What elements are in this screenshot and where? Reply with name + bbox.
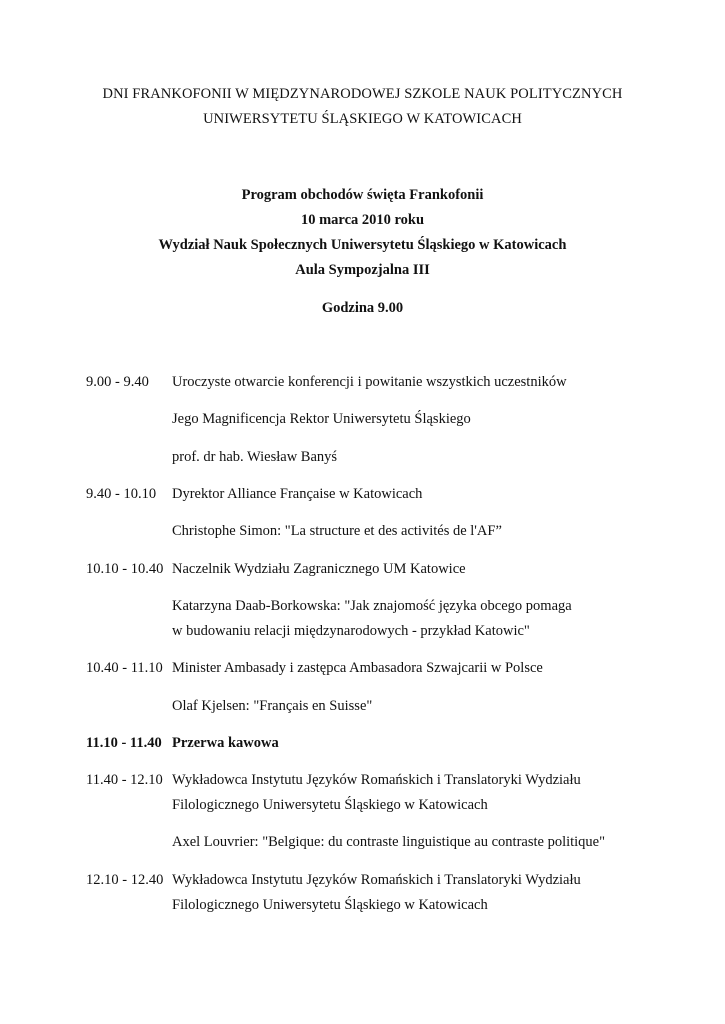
schedule-line: Wykładowca Instytutu Języków Romańskich i Translatoryki Wydziału bbox=[172, 872, 581, 888]
schedule-time: 10.10 - 10.40 bbox=[86, 561, 164, 577]
schedule-line: Wykładowca Instytutu Języków Romańskich i Translatoryki Wydziału bbox=[172, 772, 581, 788]
schedule-line: Uroczyste otwarcie konferencji i powitanie wszystkich uczestników bbox=[172, 374, 567, 390]
schedule-time: 9.40 - 10.10 bbox=[86, 486, 157, 502]
schedule-line: Olaf Kjelsen: "Français en Suisse" bbox=[172, 698, 373, 714]
schedule-line: Christophe Simon: "La structure et des activités de l'AF” bbox=[172, 523, 502, 539]
program-faculty: Wydział Nauk Społecznych Uniwersytetu Śląskiego w Katowicach bbox=[158, 237, 567, 253]
schedule-line: Jego Magnificencja Rektor Uniwersytetu Śląskiego bbox=[172, 411, 471, 427]
schedule-time: 9.00 - 9.40 bbox=[86, 374, 149, 390]
schedule-line: Naczelnik Wydziału Zagranicznego UM Katowice bbox=[172, 561, 466, 577]
schedule-line: Minister Ambasady i zastępca Ambasadora Szwajcarii w Polsce bbox=[172, 660, 543, 676]
header-line-2: UNIWERSYTETU ŚLĄSKIEGO W KATOWICACH bbox=[203, 111, 522, 127]
program-room: Aula Sympozjalna III bbox=[295, 262, 430, 278]
schedule-time: 12.10 - 12.40 bbox=[86, 872, 164, 888]
schedule-line: Przerwa kawowa bbox=[172, 735, 279, 751]
schedule-time: 11.10 - 11.40 bbox=[86, 735, 162, 751]
schedule-line: Filologicznego Uniwersytetu Śląskiego w Katowicach bbox=[172, 797, 488, 813]
header-line-1: DNI FRANKOFONII W MIĘDZYNARODOWEJ SZKOLE NAUK POLITYCZNYCH bbox=[102, 86, 623, 102]
schedule-line: w budowaniu relacji międzynarodowych - przykład Katowic" bbox=[172, 623, 530, 639]
schedule-line: Axel Louvrier: "Belgique: du contraste linguistique au contraste politique" bbox=[172, 834, 606, 850]
schedule-line: Katarzyna Daab-Borkowska: "Jak znajomość języka obcego pomaga bbox=[172, 598, 572, 614]
schedule-line: Filologicznego Uniwersytetu Śląskiego w Katowicach bbox=[172, 897, 488, 913]
program-date: 10 marca 2010 roku bbox=[300, 212, 425, 228]
program-title: Program obchodów święta Frankofonii bbox=[241, 187, 484, 203]
program-hour: Godzina 9.00 bbox=[321, 300, 404, 316]
schedule-line: prof. dr hab. Wiesław Banyś bbox=[172, 449, 338, 465]
schedule-time: 10.40 - 11.10 bbox=[86, 660, 163, 676]
schedule-line: Dyrektor Alliance Française w Katowicach bbox=[172, 486, 423, 502]
schedule-time: 11.40 - 12.10 bbox=[86, 772, 163, 788]
